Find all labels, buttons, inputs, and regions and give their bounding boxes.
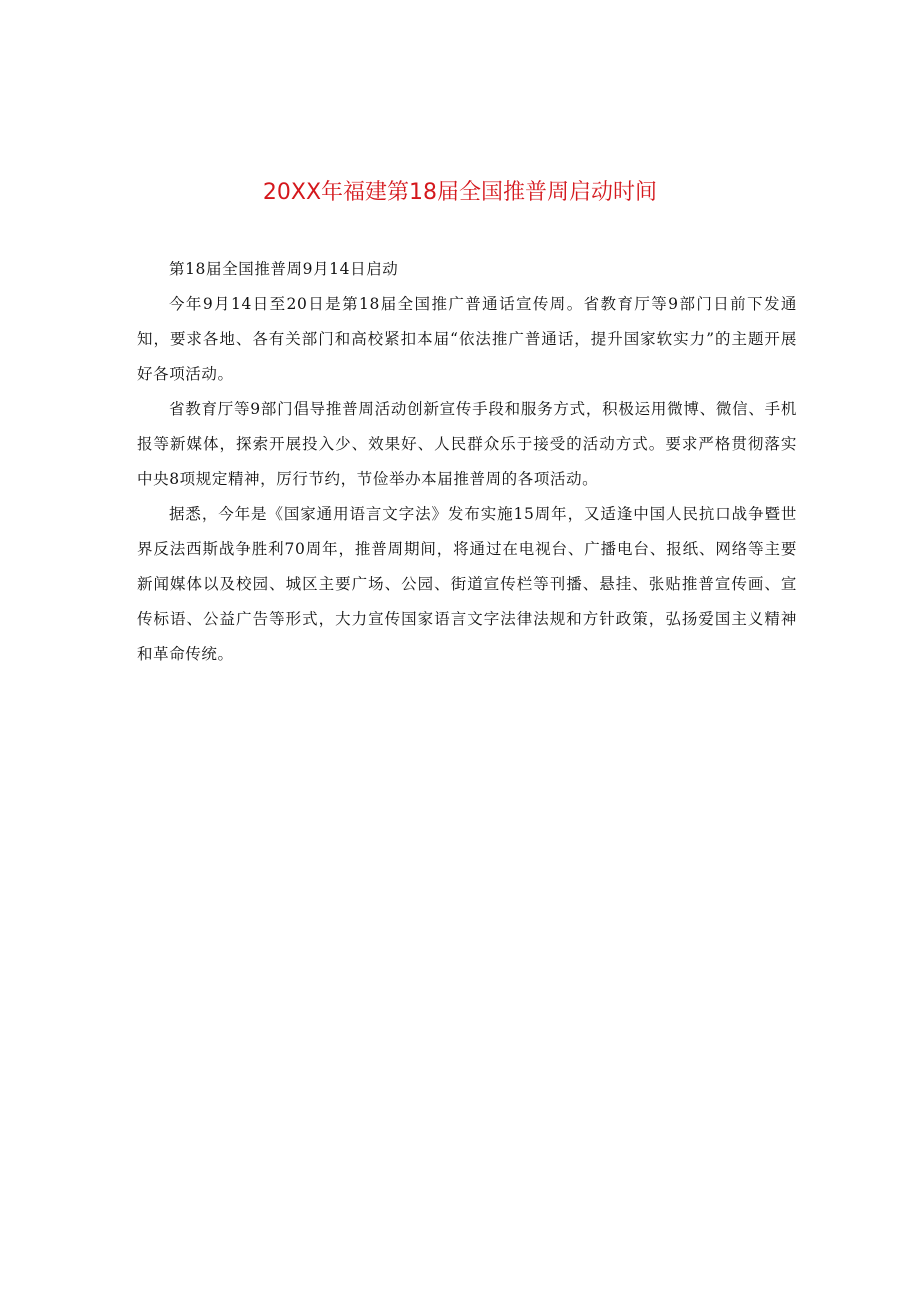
document-title: 20XX年福建第18届全国推普周启动时间 [262,180,658,205]
document-body [137,252,797,672]
paragraph: 省教育厅等9部门倡导推普周活动创新宣传手段和服务方式，积极运用微博、微信、手机报等新媒体，探索开展投入少、效果好、人民群众乐于接受的活动方式。要求严格贯彻落实中央8项规定精神，厉行节约，节俭举办本届推普周的各项活动。 [137,400,797,488]
paragraph-subheading: 第18届全国推普周9月14日启动 [169,260,399,278]
paragraph: 今年9月14日至20日是第18届全国推广普通话宣传周。省教育厅等9部门日前下发通知，要求各地、各有关部门和高校紧扣本届“依法推广普通话，提升国家软实力”的主题开展好各项活动。 [137,295,797,383]
paragraph: 据悉，今年是《国家通用语言文字法》发布实施15周年，又适逢中国人民抗口战争暨世界反法西斯战争胜利70周年，推普周期间，将通过在电视台、广播电台、报纸、网络等主要新闻媒体以及校园、城区主要广场、公园、街道宣传栏等刊播、悬挂、张贴推普宣传画、宣传标语、公益广告等形式，大力宣传国家语言文字法律法规和方针政策，弘扬爱国主义精神和革命传统。 [137,505,797,663]
